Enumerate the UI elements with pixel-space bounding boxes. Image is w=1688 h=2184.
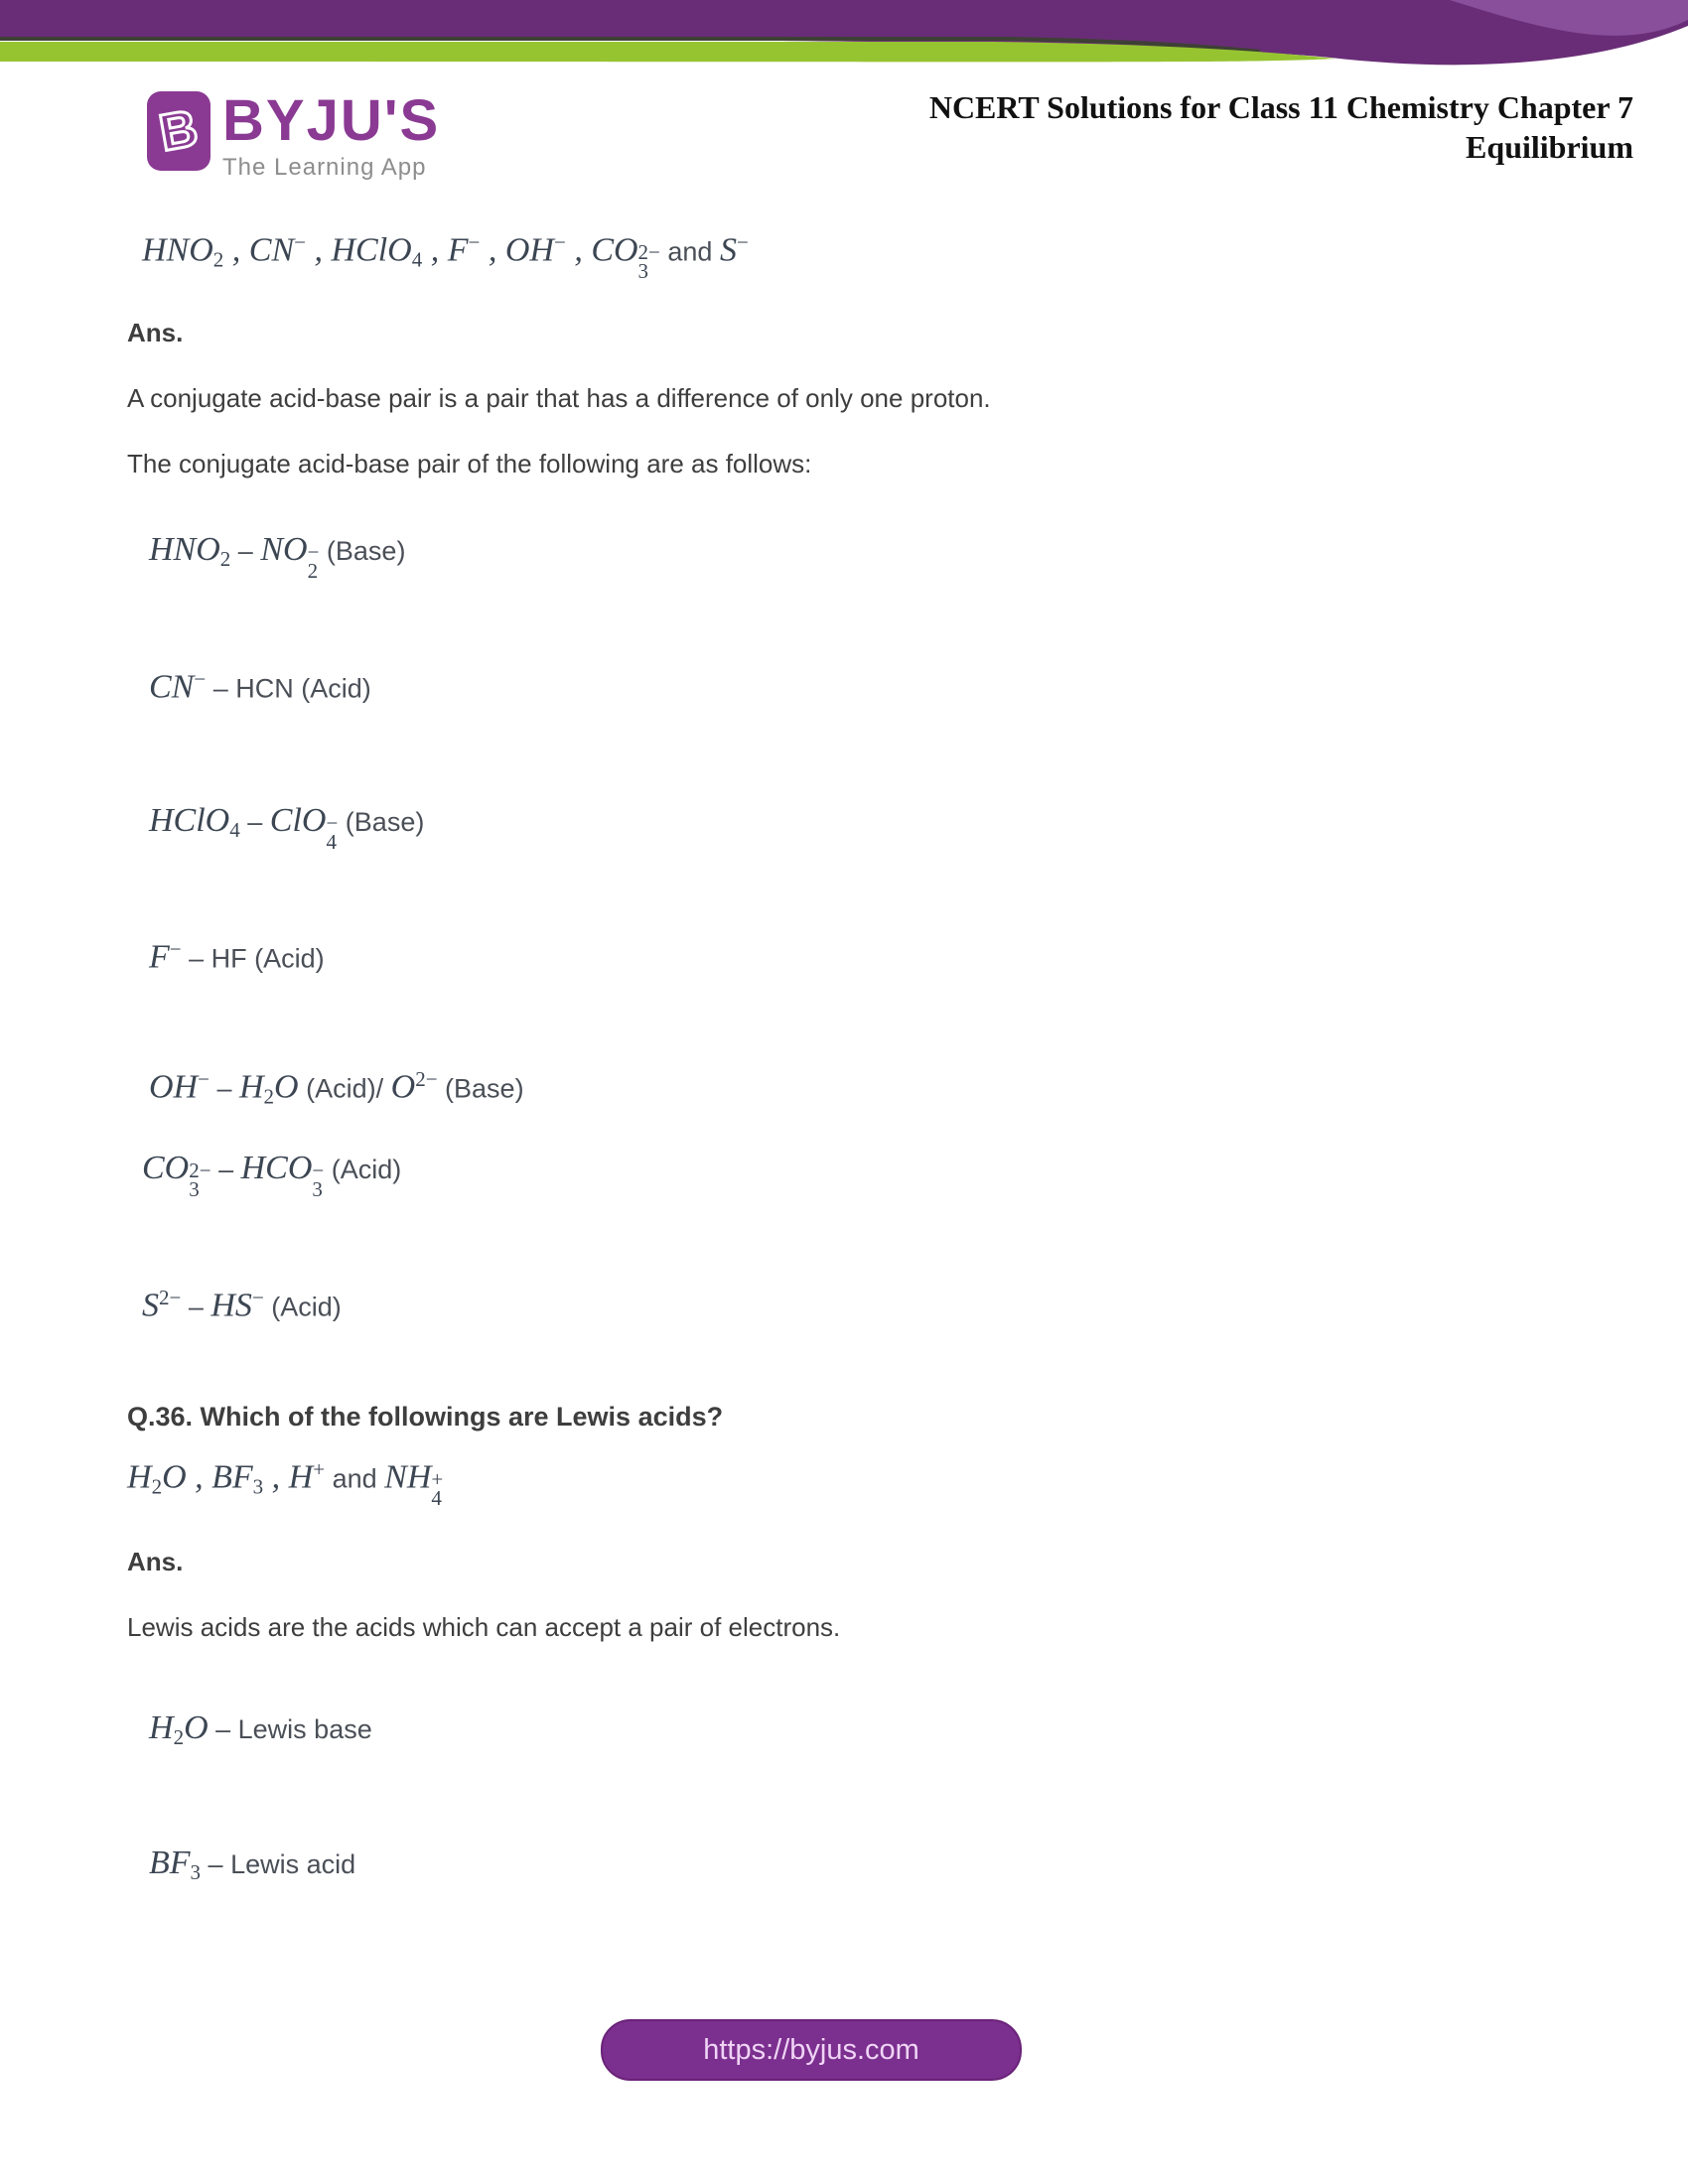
brand-tagline: The Learning App [222,153,427,181]
conjugate-pair-line: HNO2 – NO − 2 (Base) [149,531,406,583]
question-36-ion-list: H2O , BF3 , H+ and NH + 4 [127,1457,444,1511]
byjus-b-icon: B [147,91,211,171]
lewis-pair-line: H2O – Lewis base [149,1709,372,1749]
answer-paragraph: A conjugate acid-base pair is a pair that has a difference of only one proton. [127,383,991,413]
conjugate-pair-line: OH− – H2O (Acid)/ $O^{2-}$ (Base) [149,1067,524,1109]
question-36-heading: Q.36. Which of the followings are Lewis acids? [127,1402,724,1432]
answer-paragraph: The conjugate acid-base pair of the following are as follows: [127,449,812,478]
conjugate-pair-line: CN− – HCN (Acid) [149,667,371,706]
question-ion-list: HNO2 , CN− , HClO4 , F− , OH− , CO 2− 3 and S− [142,230,749,284]
conjugate-pair-line: HClO4 – ClO − 4 (Base) [149,802,425,854]
page-title-line1: NCERT Solutions for Class 11 Chemistry Chapter 7 [928,89,1633,125]
conjugate-pair-line: $S^{2-} - HS^-$ (Acid) [142,1286,342,1324]
lewis-pair-line: BF3 – Lewis acid [149,1844,356,1884]
page-title-line2: Equilibrium [1466,129,1633,165]
byjus-logo [147,88,441,182]
page-title [680,87,1633,167]
answer-label: Ans. [127,318,184,347]
brand-name: BYJU'S [222,88,441,153]
conjugate-pair-line: F− – HF (Acid) [149,937,325,976]
byjus-url-link[interactable] [601,2019,1022,2081]
answer-paragraph: Lewis acids are the acids which can accept a pair of electrons. [127,1612,841,1642]
byjus-url-text: https://byjus.com [703,2033,919,2066]
answer-label: Ans. [127,1547,184,1576]
conjugate-pair-line: CO 2− 3 – HCO − 3 (Acid) [142,1150,402,1201]
